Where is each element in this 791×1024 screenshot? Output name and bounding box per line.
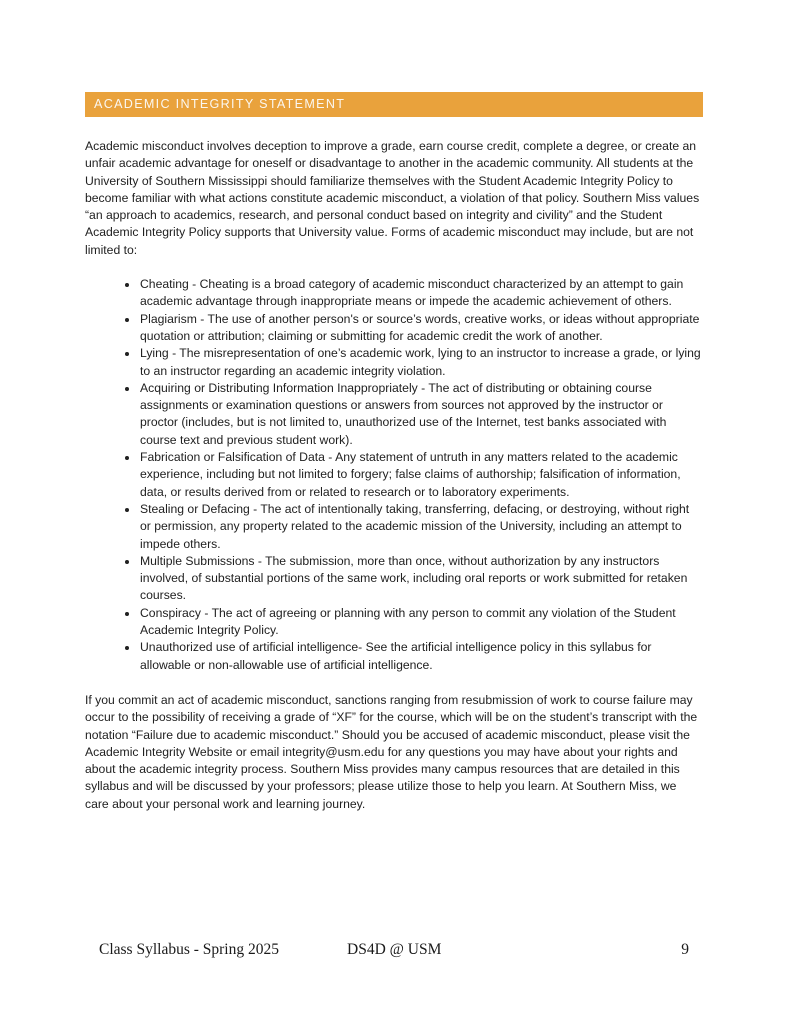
footer-page-number: 9: [681, 941, 689, 958]
intro-section: [85, 138, 703, 259]
footer-course-title: Class Syllabus - Spring 2025: [99, 941, 279, 958]
list-item-stealing-defacing: • Stealing or Defacing - The act of intentionally taking, transferring, defacing, or destroying, without right or permission, any property related to the academic mission of the University, including an attempt to impede others.: [139, 501, 703, 553]
section-header-banner: [85, 92, 703, 117]
list-item-acquiring-distributing: • Acquiring or Distributing Information Inappropriately - The act of distributing or obtaining course assignments or examination questions or answers from sources not approved by the instructor or proctor (includes, but is not limited to, unauthorized use of the Internet, test banks associated with course text and previous student work).: [139, 380, 703, 449]
list-item-cheating: • Cheating - Cheating is a broad category of academic misconduct characterized by an attempt to gain academic advantage through inappropriate means or impede the academic achievement of others.: [139, 276, 703, 311]
closing-paragraph: If you commit an act of academic misconduct, sanctions ranging from resubmission of work to course failure may occur to the possibility of receiving a grade of “XF” for the course, which will be on the student’s transcript with the notation “Failure due to academic misconduct.” Should you be accused of academic misconduct, please visit the Academic Integrity Website or email integrity@usm.edu for any questions you may have about your rights and about the academic integrity process. Southern Miss provides many campus resources that are detailed in this syllabus and will be discussed by your professors; please utilize those to help you learn. At Southern Miss, we care about your personal work and learning journey.: [85, 692, 698, 811]
page-footer: [85, 941, 703, 963]
list-item-unauthorized-ai: • Unauthorized use of artificial intelligence- See the artificial intelligence policy in this syllabus for allowable or non-allowable use of artificial intelligence.: [139, 639, 703, 674]
list-item-lying: • Lying - The misrepresentation of one’s academic work, lying to an instructor to increase a grade, or lying to an instructor regarding an academic integrity violation.: [139, 345, 703, 380]
footer-course-code: DS4D @ USM: [347, 941, 442, 958]
list-item-multiple-submissions: • Multiple Submissions - The submission, more than once, without authorization by any instructors involved, of substantial portions of the same work, including oral reports or work submitted for retaken courses.: [139, 553, 703, 605]
intro-paragraph: Academic misconduct involves deception to improve a grade, earn course credit, complete a degree, or create an unfair academic advantage for oneself or disadvantage to another in the academic community. All students at the University of Southern Mississippi should familiarize themselves with the Student Academic Integrity Policy to become familiar with what actions constitute academic misconduct, a violation of that policy. Southern Miss values “an approach to academics, research, and personal conduct based on integrity and civility” and the Student Academic Integrity Policy supports that University value. Forms of academic misconduct may include, but are not limited to:: [85, 139, 700, 257]
list-item-plagiarism: • Plagiarism - The use of another person's or source’s words, creative works, or ideas without appropriate quotation or attribution; claiming or submitting for academic credit the work of another.: [139, 311, 703, 346]
list-item-conspiracy: • Conspiracy - The act of agreeing or planning with any person to commit any violation of the Student Academic Integrity Policy.: [139, 605, 703, 640]
misconduct-list: [85, 276, 703, 674]
section-title: ACADEMIC INTEGRITY STATEMENT: [94, 97, 346, 111]
closing-section: [85, 692, 703, 813]
page-content: [85, 0, 703, 813]
list-item-fabrication-falsification: • Fabrication or Falsification of Data - Any statement of untruth in any matters related to the academic experience, including but not limited to forgery; false claims of authorship; falsification of information, data, or results derived from or related to research or to laboratory experiments.: [139, 449, 703, 501]
